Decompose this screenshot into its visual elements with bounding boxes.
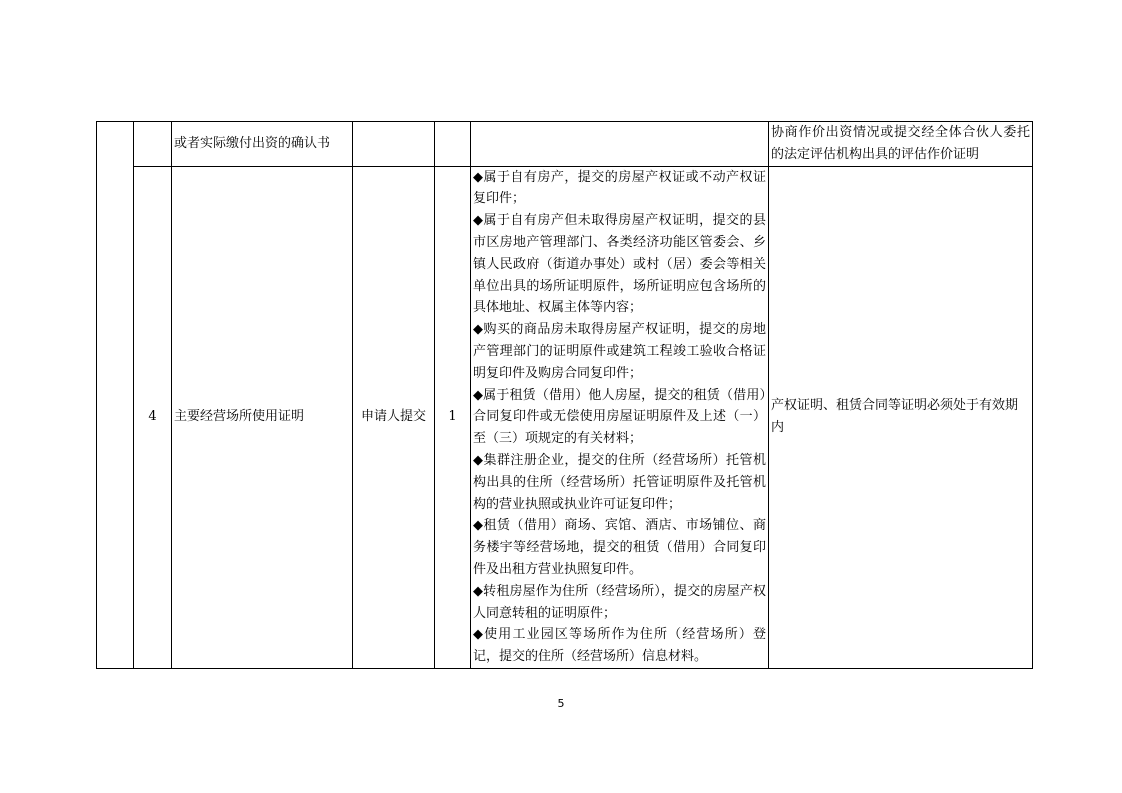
- requirement-item: ◆购买的商品房未取得房屋产权证明，提交的房地产管理部门的证明原件或建筑工程竣工验收合格证明复印件及购房合同复印件；: [473, 322, 766, 381]
- requirement-item: ◆属于自有房产，提交的房屋产权证或不动产权证复印件；: [473, 169, 766, 207]
- method-cell: 申请人提交: [353, 166, 435, 668]
- notes-cell: 协商作价出资情况或提交经全体合伙人委托的法定评估机构出具的评估作价证明: [769, 122, 1033, 167]
- requirements-cell: [471, 122, 769, 167]
- number-cell: [134, 122, 172, 167]
- notes-cell: 产权证明、租赁合同等证明必须处于有效期内: [769, 166, 1033, 668]
- requirements-table: [96, 121, 1033, 669]
- requirement-item: ◆租赁（借用）商场、宾馆、酒店、市场铺位、商务楼宇等经营场地，提交的租赁（借用）合同复印件及出租方营业执照复印件。: [473, 518, 766, 577]
- method-cell: [353, 122, 435, 167]
- number-cell: 4: [134, 166, 172, 668]
- requirement-item: ◆属于自有房产但未取得房屋产权证明，提交的县市区房地产管理部门、各类经济功能区管委会、乡镇人民政府（街道办事处）或村（居）委会等相关单位出具的场所证明原件，场所证明应包含场所的具体地址、权属主体等内容；: [473, 213, 766, 316]
- requirement-item: ◆属于租赁（借用）他人房屋，提交的租赁（借用）合同复印件或无偿使用房屋证明原件及上述（一）至（三）项规定的有关材料；: [473, 387, 766, 447]
- table-row: [97, 122, 1033, 167]
- requirement-item: ◆转租房屋作为住所（经营场所），提交的房屋产权人同意转租的证明原件；: [473, 583, 766, 621]
- item-cell: 主要经营场所使用证明: [172, 166, 353, 668]
- copies-cell: [435, 122, 471, 167]
- item-cell: 或者实际缴付出资的确认书: [172, 122, 353, 167]
- table-row: [97, 166, 1033, 668]
- requirements-cell: [471, 166, 769, 668]
- page-number: 5: [557, 697, 565, 710]
- requirement-item: ◆集群注册企业，提交的住所（经营场所）托管机构出具的住所（经营场所）托管证明原件及托管机构的营业执照或执业许可证复印件；: [473, 452, 766, 512]
- copies-cell: 1: [435, 166, 471, 668]
- requirement-item: ◆使用工业园区等场所作为住所（经营场所）登记，提交的住所（经营场所）信息材料。: [473, 627, 766, 665]
- category-cell: [97, 122, 134, 669]
